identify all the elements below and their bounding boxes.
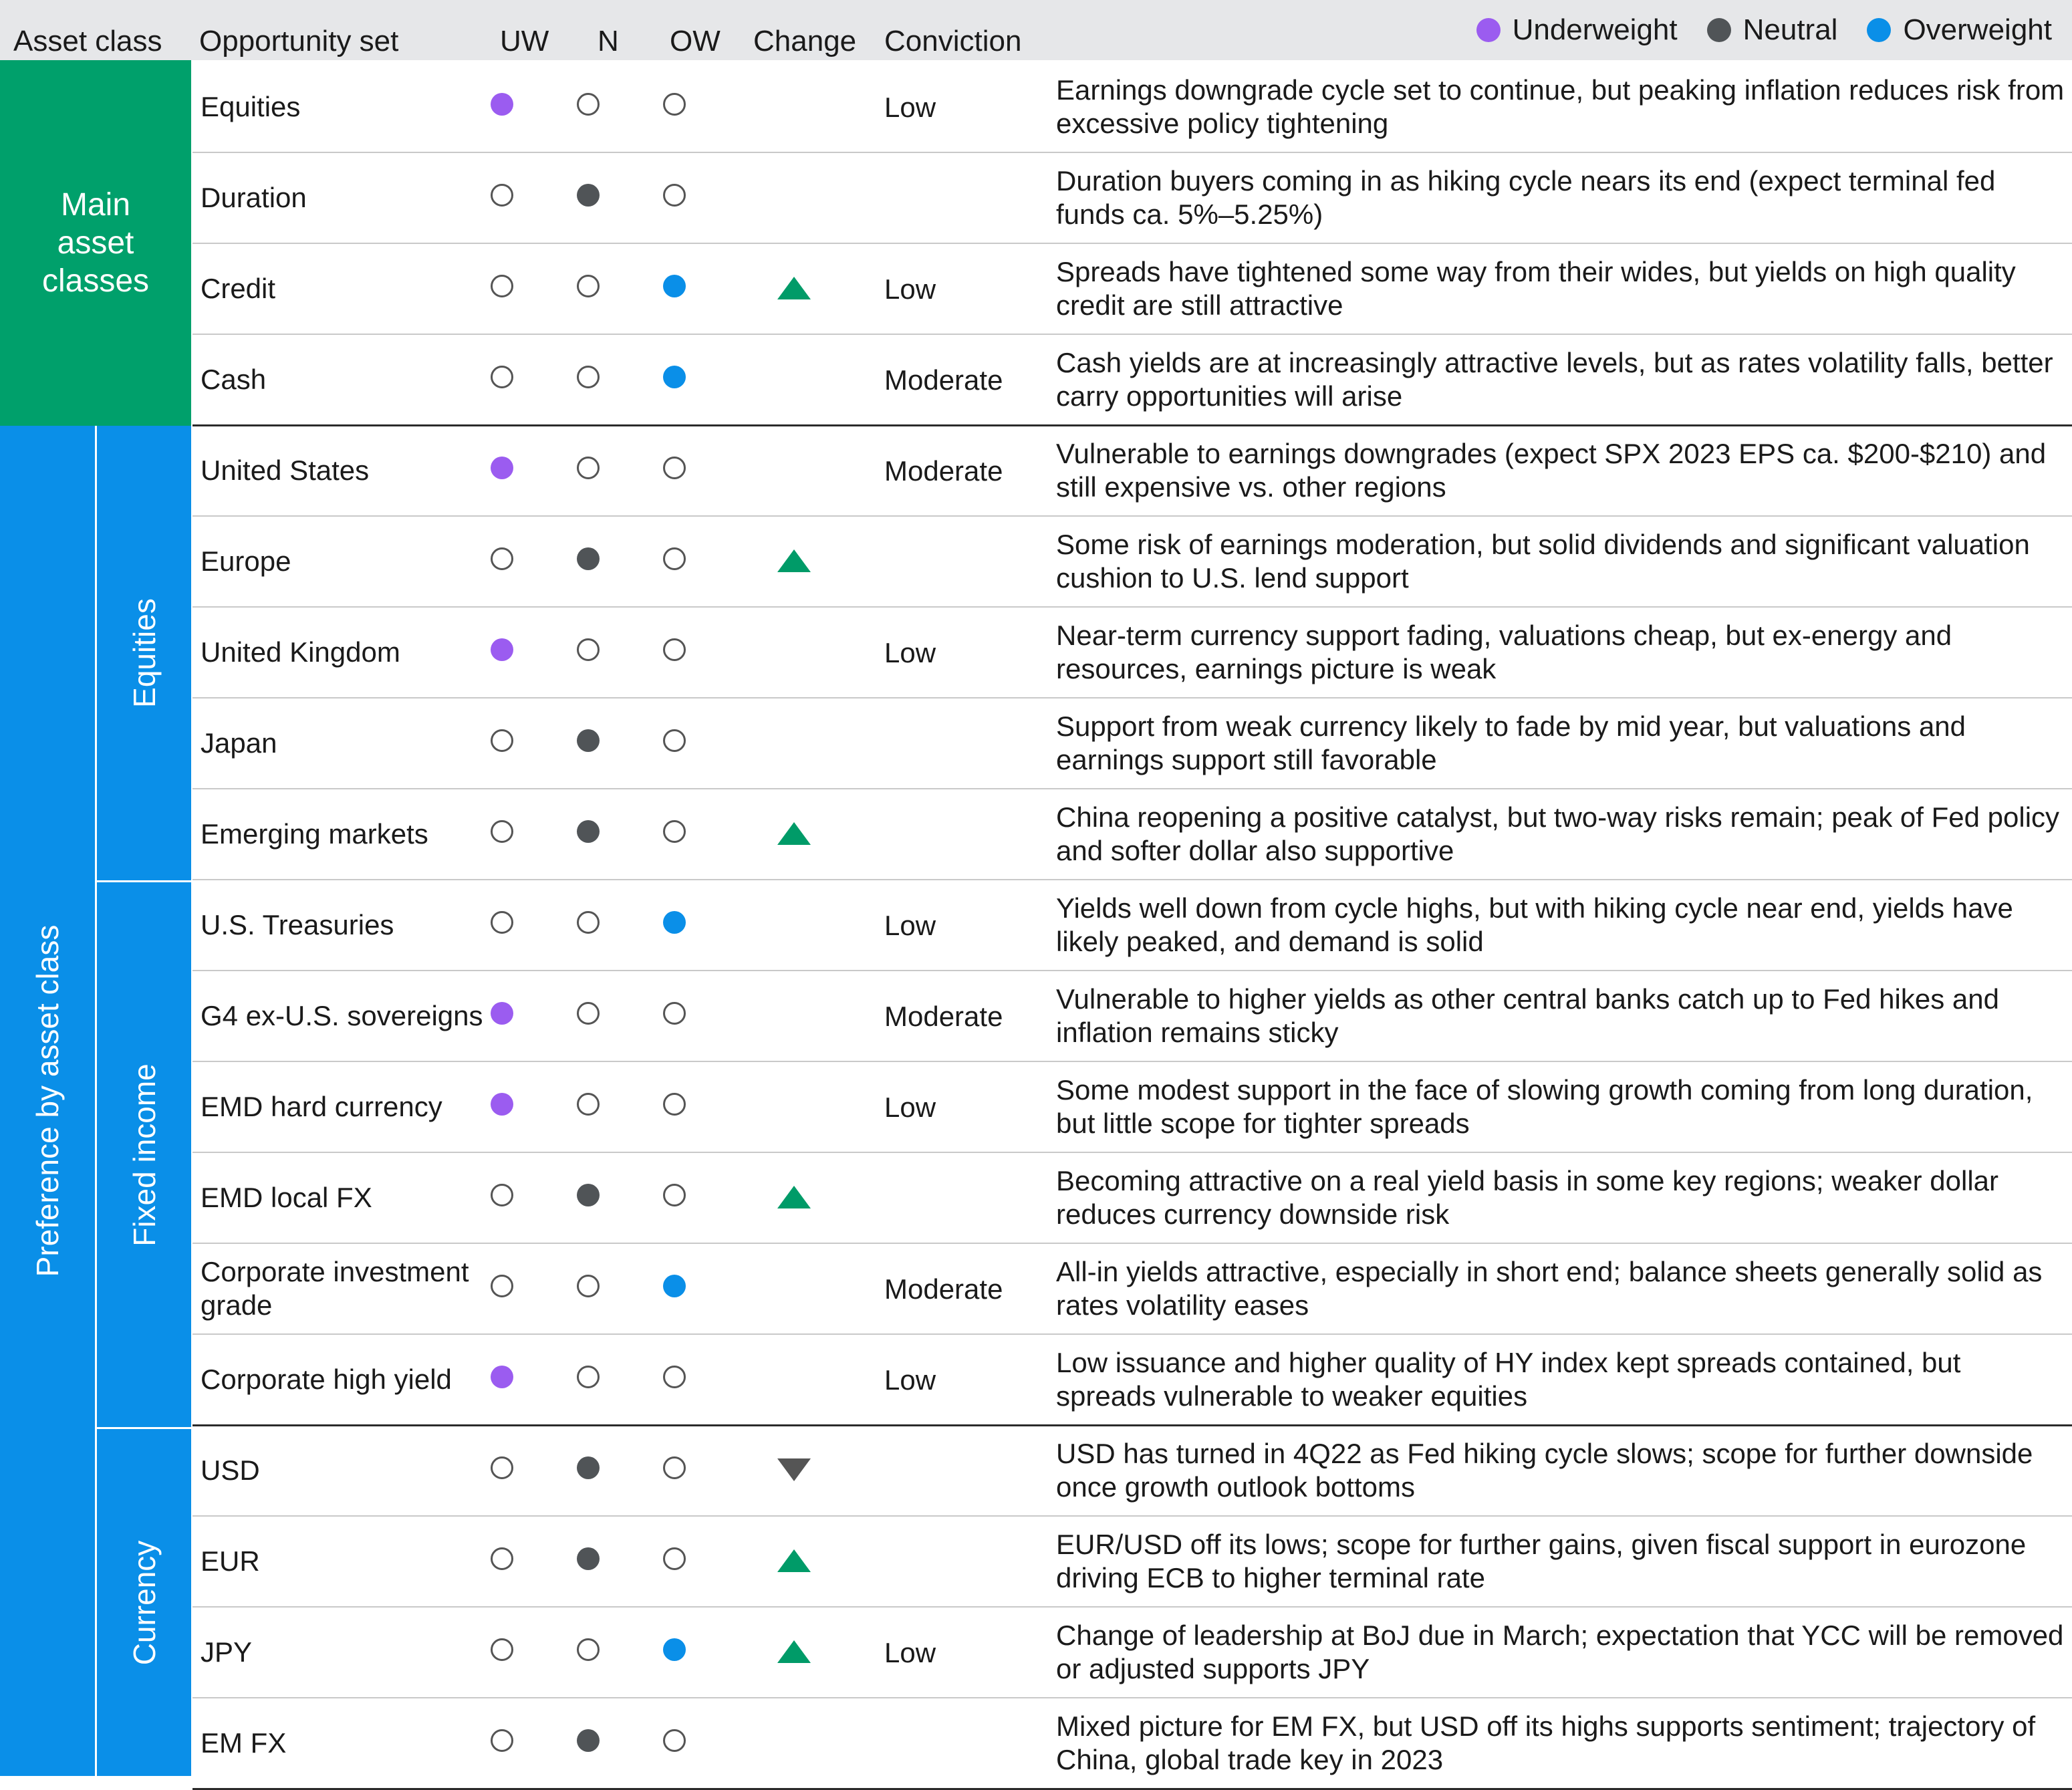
table-row [192, 698, 2072, 789]
table-header [0, 0, 2072, 60]
opportunity-name: USD [201, 1454, 260, 1486]
table-row [192, 880, 2072, 971]
equities-group-label: Equities [126, 598, 162, 708]
commentary: Becoming attractive on a real yield basis in some key regions; weaker dollar reduces currency downside risk [1056, 1164, 1999, 1230]
ow-empty-dot-icon [663, 1547, 686, 1570]
n-empty-dot-icon [577, 1638, 600, 1661]
commentary: Spreads have tightened some way from their wides, but yields on high quality credit are still attractive [1056, 255, 2016, 321]
opportunity-name: G4 ex-U.S. sovereigns [201, 999, 483, 1031]
uw-empty-dot-icon [491, 729, 513, 752]
opportunity-name: United Kingdom [201, 636, 400, 668]
legend-underweight-label: Underweight [1512, 13, 1678, 46]
opportunity-name: Credit [201, 272, 276, 304]
conviction-value: Moderate [884, 364, 1003, 396]
overweight-dot-icon [1867, 18, 1891, 42]
table-row [192, 516, 2072, 608]
conviction-value: Low [884, 1637, 936, 1668]
conviction-value: Moderate [884, 455, 1003, 487]
header-n: N [598, 25, 619, 57]
table-row [192, 1243, 2072, 1335]
change-up-icon [777, 277, 811, 299]
table-row [192, 61, 2072, 153]
opportunity-name: Japan [201, 727, 277, 759]
opportunity-name: Duration [201, 181, 307, 213]
overweight-filled-dot-icon [663, 911, 686, 934]
conviction-value: Low [884, 92, 936, 123]
n-empty-dot-icon [577, 638, 600, 661]
opportunity-name: Corporate high yield [201, 1363, 452, 1395]
commentary: EUR/USD off its lows; scope for further gains, given fiscal support in eurozone driving ECB to higher terminal rate [1056, 1528, 2027, 1593]
table-row [192, 243, 2072, 335]
n-empty-dot-icon [577, 1366, 600, 1388]
underweight-filled-dot-icon [491, 1366, 513, 1388]
n-empty-dot-icon [577, 1002, 600, 1025]
conviction-value: Low [884, 1364, 936, 1396]
change-up-icon [777, 1549, 811, 1572]
preference-label: Preference by asset class [30, 924, 65, 1277]
overweight-filled-dot-icon [663, 1275, 686, 1297]
table-row [192, 425, 2072, 517]
opportunity-name: EUR [201, 1545, 260, 1577]
table-row [192, 152, 2072, 244]
n-empty-dot-icon [577, 1275, 600, 1297]
uw-empty-dot-icon [491, 1638, 513, 1661]
currency-group-label: Currency [126, 1540, 162, 1665]
header-conviction: Conviction [884, 25, 1022, 57]
ow-empty-dot-icon [663, 1184, 686, 1206]
opportunity-name: Equities [201, 90, 301, 122]
table-row [192, 1607, 2072, 1698]
underweight-filled-dot-icon [491, 457, 513, 479]
uw-empty-dot-icon [491, 1729, 513, 1752]
legend-neutral-label: Neutral [1742, 13, 1838, 46]
table-row [192, 607, 2072, 698]
table-row [192, 1698, 2072, 1790]
opportunity-name: EM FX [201, 1727, 287, 1759]
opportunity-name: United States [201, 454, 370, 486]
ow-empty-dot-icon [663, 184, 686, 207]
table-row [192, 1425, 2072, 1517]
ow-empty-dot-icon [663, 547, 686, 570]
change-down-icon [777, 1458, 811, 1481]
n-empty-dot-icon [577, 366, 600, 388]
underweight-filled-dot-icon [491, 1002, 513, 1025]
opportunity-name: Emerging markets [201, 817, 428, 850]
underweight-filled-dot-icon [491, 93, 513, 116]
main-asset-classes-block [0, 60, 191, 426]
n-empty-dot-icon [577, 457, 600, 479]
conviction-value: Moderate [884, 1273, 1003, 1305]
opportunity-name: Corporate investment grade [201, 1255, 469, 1321]
conviction-value: Low [884, 1092, 936, 1123]
n-empty-dot-icon [577, 93, 600, 116]
commentary: Some risk of earnings moderation, but solid dividends and significant valuation cushion to U.S. lend support [1056, 528, 2030, 594]
legend-neutral [1707, 13, 1838, 47]
commentary: USD has turned in 4Q22 as Fed hiking cycle slows; scope for further downside once growth outlook bottoms [1056, 1437, 2033, 1503]
ow-empty-dot-icon [663, 1456, 686, 1479]
overweight-filled-dot-icon [663, 1638, 686, 1661]
preference-block [0, 426, 95, 1776]
ow-empty-dot-icon [663, 1002, 686, 1025]
opportunity-name: Cash [201, 363, 267, 395]
table-row [192, 1516, 2072, 1608]
opportunity-name: Europe [201, 545, 291, 577]
neutral-filled-dot-icon [577, 184, 600, 207]
uw-empty-dot-icon [491, 1184, 513, 1206]
overweight-filled-dot-icon [663, 275, 686, 297]
change-up-icon [777, 549, 811, 572]
opportunity-name: EMD hard currency [201, 1090, 442, 1122]
header-ow: OW [670, 25, 721, 57]
header-uw: UW [500, 25, 549, 57]
commentary: Vulnerable to higher yields as other central banks catch up to Fed hikes and inflation remains sticky [1056, 983, 1999, 1048]
ow-empty-dot-icon [663, 1729, 686, 1752]
commentary: Some modest support in the face of slowing growth coming from long duration, but little scope for tighter spreads [1056, 1073, 2033, 1139]
main-asset-classes-label: Main asset classes [41, 187, 150, 299]
neutral-filled-dot-icon [577, 547, 600, 570]
legend-overweight-label: Overweight [1903, 13, 2052, 46]
ow-empty-dot-icon [663, 1093, 686, 1116]
conviction-value: Moderate [884, 1001, 1003, 1032]
uw-empty-dot-icon [491, 366, 513, 388]
ow-empty-dot-icon [663, 1366, 686, 1388]
uw-empty-dot-icon [491, 1547, 513, 1570]
table-row [192, 1061, 2072, 1153]
uw-empty-dot-icon [491, 547, 513, 570]
commentary: China reopening a positive catalyst, but two-way risks remain; peak of Fed policy and softer dollar also supportive [1056, 801, 2060, 866]
underweight-filled-dot-icon [491, 1093, 513, 1116]
neutral-filled-dot-icon [577, 1456, 600, 1479]
neutral-filled-dot-icon [577, 1729, 600, 1752]
commentary: Near-term currency support fading, valuations cheap, but ex-energy and resources, earnings picture is weak [1056, 619, 1952, 684]
n-empty-dot-icon [577, 911, 600, 934]
uw-empty-dot-icon [491, 1275, 513, 1297]
commentary: Earnings downgrade cycle set to continue, but peaking inflation reduces risk from excessive policy tightening [1056, 74, 2065, 139]
legend-underweight [1476, 13, 1678, 47]
commentary: Mixed picture for EM FX, but USD off its highs supports sentiment; trajectory of China, global trade key in 2023 [1056, 1710, 2036, 1775]
neutral-filled-dot-icon [577, 729, 600, 752]
legend-overweight [1867, 13, 2052, 47]
uw-empty-dot-icon [491, 1456, 513, 1479]
conviction-value: Low [884, 910, 936, 941]
commentary: Change of leadership at BoJ due in March; expectation that YCC will be removed or adjusted supports JPY [1056, 1619, 2064, 1684]
underweight-filled-dot-icon [491, 638, 513, 661]
table-row [192, 1334, 2072, 1426]
ow-empty-dot-icon [663, 638, 686, 661]
commentary: Yields well down from cycle highs, but with hiking cycle near end, yields have likely peaked, and demand is solid [1056, 892, 2013, 957]
equities-group-block [97, 426, 191, 880]
neutral-filled-dot-icon [577, 1184, 600, 1206]
ow-empty-dot-icon [663, 820, 686, 843]
uw-empty-dot-icon [491, 911, 513, 934]
commentary: Vulnerable to earnings downgrades (expect SPX 2023 EPS ca. $200-$210) and still expensive vs. other regions [1056, 437, 2047, 503]
neutral-dot-icon [1707, 18, 1731, 42]
conviction-value: Low [884, 273, 936, 305]
uw-empty-dot-icon [491, 820, 513, 843]
opportunity-name: EMD local FX [201, 1181, 372, 1213]
opportunity-name: JPY [201, 1636, 253, 1668]
change-up-icon [777, 1640, 811, 1663]
fixed-income-group-label: Fixed income [126, 1063, 162, 1247]
conviction-value: Low [884, 637, 936, 668]
table-row [192, 334, 2072, 426]
underweight-dot-icon [1476, 18, 1501, 42]
header-opportunity-set: Opportunity set [199, 25, 399, 57]
uw-empty-dot-icon [491, 184, 513, 207]
commentary: Low issuance and higher quality of HY index kept spreads contained, but spreads vulnerable to weaker equities [1056, 1346, 1961, 1412]
opportunity-name: U.S. Treasuries [201, 908, 394, 940]
n-empty-dot-icon [577, 1093, 600, 1116]
commentary: All-in yields attractive, especially in short end; balance sheets generally solid as rates volatility eases [1056, 1255, 2043, 1321]
ow-empty-dot-icon [663, 457, 686, 479]
table-row [192, 971, 2072, 1062]
commentary: Support from weak currency likely to fade by mid year, but valuations and earnings support still favorable [1056, 710, 1966, 775]
overweight-filled-dot-icon [663, 366, 686, 388]
change-up-icon [777, 822, 811, 845]
legend [1476, 0, 2052, 60]
commentary: Cash yields are at increasingly attractive levels, but as rates volatility falls, better carry opportunities will arise [1056, 346, 2053, 412]
ow-empty-dot-icon [663, 729, 686, 752]
ow-empty-dot-icon [663, 93, 686, 116]
neutral-filled-dot-icon [577, 1547, 600, 1570]
currency-group-block [97, 1429, 191, 1776]
header-change: Change [753, 25, 857, 57]
n-empty-dot-icon [577, 275, 600, 297]
commentary: Duration buyers coming in as hiking cycle nears its end (expect terminal fed funds ca. 5%–5.25%) [1056, 164, 1996, 230]
neutral-filled-dot-icon [577, 820, 600, 843]
table-row [192, 789, 2072, 880]
uw-empty-dot-icon [491, 275, 513, 297]
change-up-icon [777, 1186, 811, 1208]
header-asset-class: Asset class [13, 25, 162, 57]
table-row [192, 1152, 2072, 1244]
fixed-income-group-block [97, 882, 191, 1427]
